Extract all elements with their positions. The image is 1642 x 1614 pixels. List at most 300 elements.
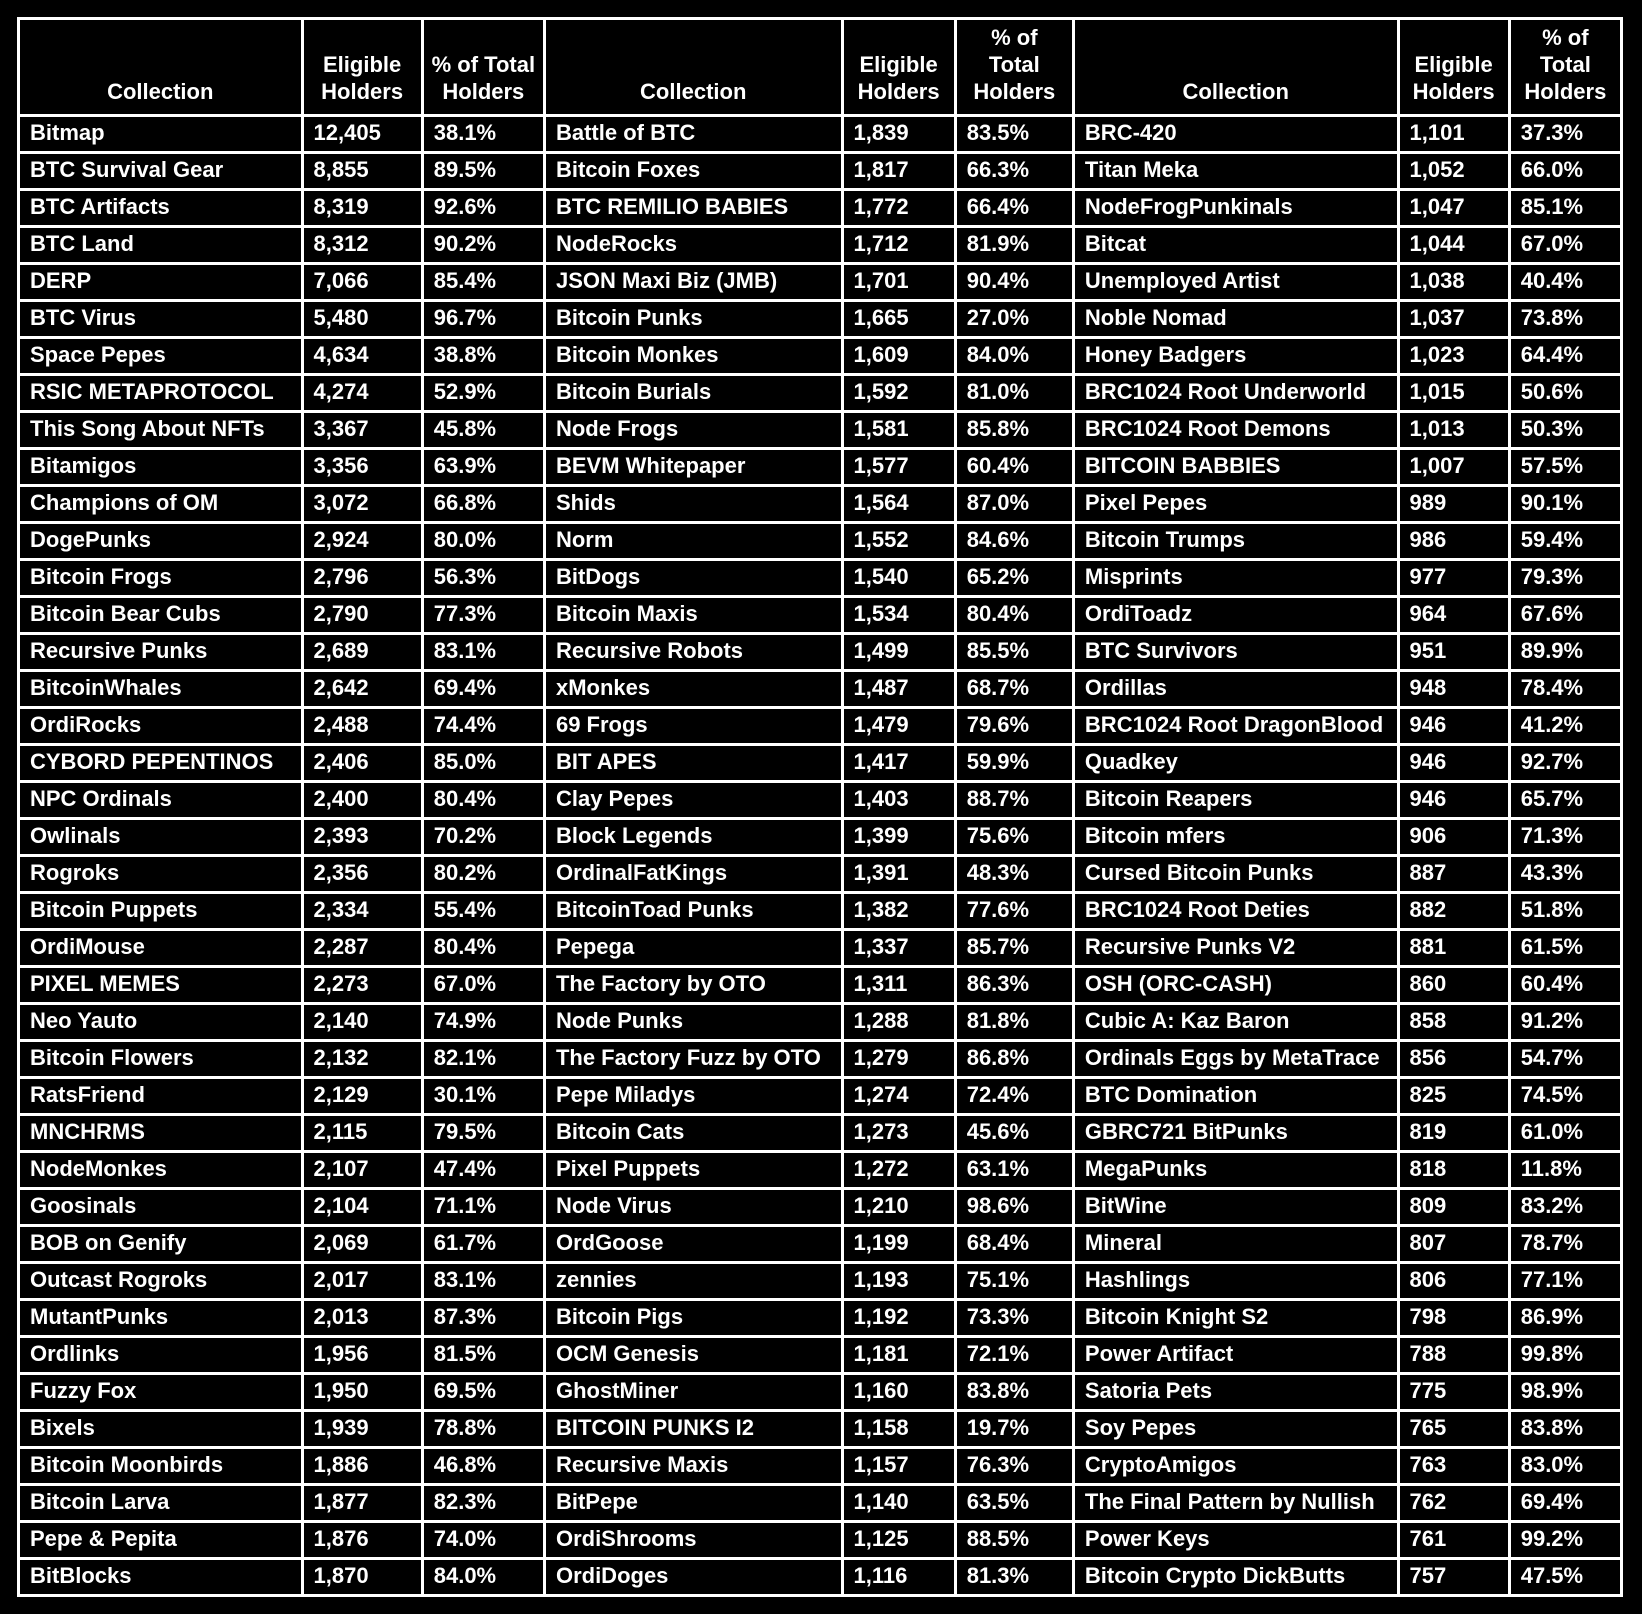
eligible-holders-cell: 1,772 bbox=[842, 190, 955, 227]
pct-total-holders-cell: 60.4% bbox=[1509, 967, 1621, 1004]
table-row bbox=[19, 1226, 1622, 1263]
collection-cell: BitBlocks bbox=[19, 1559, 303, 1596]
collection-cell: NodeRocks bbox=[544, 227, 842, 264]
header-pct-total-holders-1: % of Total Holders bbox=[422, 19, 544, 116]
eligible-holders-cell: 1,157 bbox=[842, 1448, 955, 1485]
pct-total-holders-cell: 83.8% bbox=[1509, 1411, 1621, 1448]
eligible-holders-cell: 1,534 bbox=[842, 597, 955, 634]
pct-total-holders-cell: 72.4% bbox=[955, 1078, 1073, 1115]
collection-cell: Node Punks bbox=[544, 1004, 842, 1041]
collection-cell: OrdiToadz bbox=[1073, 597, 1398, 634]
collection-cell: BitcoinToad Punks bbox=[544, 893, 842, 930]
table-row bbox=[19, 412, 1622, 449]
pct-total-holders-cell: 61.5% bbox=[1509, 930, 1621, 967]
collection-cell: Recursive Maxis bbox=[544, 1448, 842, 1485]
collection-cell: xMonkes bbox=[544, 671, 842, 708]
collection-cell: Recursive Punks V2 bbox=[1073, 930, 1398, 967]
pct-total-holders-cell: 64.4% bbox=[1509, 338, 1621, 375]
collection-cell: Bixels bbox=[19, 1411, 303, 1448]
collection-cell: Fuzzy Fox bbox=[19, 1374, 303, 1411]
pct-total-holders-cell: 69.4% bbox=[422, 671, 544, 708]
table-body bbox=[19, 116, 1622, 1596]
collection-cell: JSON Maxi Biz (JMB) bbox=[544, 264, 842, 301]
collection-cell: BTC REMILIO BABIES bbox=[544, 190, 842, 227]
eligible-holders-cell: 1,116 bbox=[842, 1559, 955, 1596]
collection-cell: Bitcoin Burials bbox=[544, 375, 842, 412]
eligible-holders-cell: 1,337 bbox=[842, 930, 955, 967]
pct-total-holders-cell: 87.0% bbox=[955, 486, 1073, 523]
collection-cell: BRC1024 Root Underworld bbox=[1073, 375, 1398, 412]
collection-cell: MNCHRMS bbox=[19, 1115, 303, 1152]
collection-cell: Clay Pepes bbox=[544, 782, 842, 819]
pct-total-holders-cell: 84.0% bbox=[422, 1559, 544, 1596]
collection-cell: BTC Artifacts bbox=[19, 190, 303, 227]
eligible-holders-cell: 2,689 bbox=[302, 634, 422, 671]
pct-total-holders-cell: 66.8% bbox=[422, 486, 544, 523]
collection-cell: BitcoinWhales bbox=[19, 671, 303, 708]
eligible-holders-cell: 1,193 bbox=[842, 1263, 955, 1300]
table-row bbox=[19, 1300, 1622, 1337]
eligible-holders-cell: 2,356 bbox=[302, 856, 422, 893]
table-row bbox=[19, 1004, 1622, 1041]
pct-total-holders-cell: 78.8% bbox=[422, 1411, 544, 1448]
eligible-holders-cell: 1,158 bbox=[842, 1411, 955, 1448]
pct-total-holders-cell: 63.1% bbox=[955, 1152, 1073, 1189]
eligible-holders-cell: 809 bbox=[1398, 1189, 1509, 1226]
eligible-holders-cell: 1,870 bbox=[302, 1559, 422, 1596]
eligible-holders-cell: 788 bbox=[1398, 1337, 1509, 1374]
collection-cell: Bitcoin mfers bbox=[1073, 819, 1398, 856]
collection-cell: Unemployed Artist bbox=[1073, 264, 1398, 301]
collection-cell: BOB on Genify bbox=[19, 1226, 303, 1263]
eligible-holders-cell: 7,066 bbox=[302, 264, 422, 301]
eligible-holders-cell: 1,140 bbox=[842, 1485, 955, 1522]
eligible-holders-cell: 1,839 bbox=[842, 116, 955, 153]
eligible-holders-cell: 819 bbox=[1398, 1115, 1509, 1152]
pct-total-holders-cell: 48.3% bbox=[955, 856, 1073, 893]
table-row bbox=[19, 671, 1622, 708]
eligible-holders-cell: 3,367 bbox=[302, 412, 422, 449]
eligible-holders-cell: 860 bbox=[1398, 967, 1509, 1004]
eligible-holders-cell: 1,279 bbox=[842, 1041, 955, 1078]
pct-total-holders-cell: 47.5% bbox=[1509, 1559, 1621, 1596]
pct-total-holders-cell: 73.8% bbox=[1509, 301, 1621, 338]
pct-total-holders-cell: 19.7% bbox=[955, 1411, 1073, 1448]
eligible-holders-cell: 1,015 bbox=[1398, 375, 1509, 412]
collection-cell: Space Pepes bbox=[19, 338, 303, 375]
eligible-holders-cell: 2,334 bbox=[302, 893, 422, 930]
collection-cell: Quadkey bbox=[1073, 745, 1398, 782]
eligible-holders-cell: 2,796 bbox=[302, 560, 422, 597]
eligible-holders-cell: 1,581 bbox=[842, 412, 955, 449]
collection-cell: Noble Nomad bbox=[1073, 301, 1398, 338]
collection-cell: Battle of BTC bbox=[544, 116, 842, 153]
pct-total-holders-cell: 78.4% bbox=[1509, 671, 1621, 708]
collection-cell: BitPepe bbox=[544, 1485, 842, 1522]
pct-total-holders-cell: 73.3% bbox=[955, 1300, 1073, 1337]
table-row bbox=[19, 375, 1622, 412]
eligible-holders-cell: 1,210 bbox=[842, 1189, 955, 1226]
table-row bbox=[19, 301, 1622, 338]
header-eligible-holders-1: Eligible Holders bbox=[302, 19, 422, 116]
pct-total-holders-cell: 41.2% bbox=[1509, 708, 1621, 745]
collection-cell: Outcast Rogroks bbox=[19, 1263, 303, 1300]
collection-cell: BTC Survival Gear bbox=[19, 153, 303, 190]
collection-cell: MutantPunks bbox=[19, 1300, 303, 1337]
pct-total-holders-cell: 83.2% bbox=[1509, 1189, 1621, 1226]
pct-total-holders-cell: 77.1% bbox=[1509, 1263, 1621, 1300]
collection-cell: DogePunks bbox=[19, 523, 303, 560]
eligible-holders-cell: 2,393 bbox=[302, 819, 422, 856]
collection-cell: Bitamigos bbox=[19, 449, 303, 486]
eligible-holders-table bbox=[17, 17, 1623, 1597]
table-row bbox=[19, 745, 1622, 782]
collection-cell: The Factory by OTO bbox=[544, 967, 842, 1004]
pct-total-holders-cell: 79.3% bbox=[1509, 560, 1621, 597]
table-row bbox=[19, 486, 1622, 523]
collection-cell: CryptoAmigos bbox=[1073, 1448, 1398, 1485]
table-row bbox=[19, 1152, 1622, 1189]
collection-cell: Ordlinks bbox=[19, 1337, 303, 1374]
collection-cell: BRC1024 Root Deties bbox=[1073, 893, 1398, 930]
eligible-holders-cell: 1,592 bbox=[842, 375, 955, 412]
eligible-holders-cell: 2,273 bbox=[302, 967, 422, 1004]
table-row bbox=[19, 1078, 1622, 1115]
eligible-holders-cell: 1,382 bbox=[842, 893, 955, 930]
eligible-holders-cell: 8,855 bbox=[302, 153, 422, 190]
pct-total-holders-cell: 83.1% bbox=[422, 1263, 544, 1300]
collection-cell: Champions of OM bbox=[19, 486, 303, 523]
collection-cell: Neo Yauto bbox=[19, 1004, 303, 1041]
eligible-holders-cell: 1,181 bbox=[842, 1337, 955, 1374]
collection-cell: Bitcoin Knight S2 bbox=[1073, 1300, 1398, 1337]
pct-total-holders-cell: 89.5% bbox=[422, 153, 544, 190]
pct-total-holders-cell: 61.7% bbox=[422, 1226, 544, 1263]
eligible-holders-cell: 763 bbox=[1398, 1448, 1509, 1485]
collection-cell: Norm bbox=[544, 523, 842, 560]
eligible-holders-cell: 765 bbox=[1398, 1411, 1509, 1448]
collection-cell: zennies bbox=[544, 1263, 842, 1300]
collection-cell: Bitcoin Foxes bbox=[544, 153, 842, 190]
collection-cell: Bitcoin Crypto DickButts bbox=[1073, 1559, 1398, 1596]
pct-total-holders-cell: 80.4% bbox=[422, 930, 544, 967]
pct-total-holders-cell: 80.0% bbox=[422, 523, 544, 560]
pct-total-holders-cell: 59.4% bbox=[1509, 523, 1621, 560]
pct-total-holders-cell: 61.0% bbox=[1509, 1115, 1621, 1152]
pct-total-holders-cell: 27.0% bbox=[955, 301, 1073, 338]
eligible-holders-cell: 2,140 bbox=[302, 1004, 422, 1041]
eligible-holders-cell: 1,391 bbox=[842, 856, 955, 893]
collection-cell: Bitcat bbox=[1073, 227, 1398, 264]
table-row bbox=[19, 1522, 1622, 1559]
eligible-holders-cell: 1,417 bbox=[842, 745, 955, 782]
eligible-holders-cell: 1,564 bbox=[842, 486, 955, 523]
header-eligible-holders-3: Eligible Holders bbox=[1398, 19, 1509, 116]
collection-cell: OrdinalFatKings bbox=[544, 856, 842, 893]
pct-total-holders-cell: 85.5% bbox=[955, 634, 1073, 671]
table-row bbox=[19, 893, 1622, 930]
pct-total-holders-cell: 83.1% bbox=[422, 634, 544, 671]
eligible-holders-cell: 4,274 bbox=[302, 375, 422, 412]
table-row bbox=[19, 1189, 1622, 1226]
table-row bbox=[19, 856, 1622, 893]
eligible-holders-cell: 906 bbox=[1398, 819, 1509, 856]
collection-cell: Pepe & Pepita bbox=[19, 1522, 303, 1559]
pct-total-holders-cell: 75.6% bbox=[955, 819, 1073, 856]
header-collection-2: Collection bbox=[544, 19, 842, 116]
collection-cell: Bitcoin Trumps bbox=[1073, 523, 1398, 560]
pct-total-holders-cell: 74.0% bbox=[422, 1522, 544, 1559]
collection-cell: BRC1024 Root DragonBlood bbox=[1073, 708, 1398, 745]
pct-total-holders-cell: 74.4% bbox=[422, 708, 544, 745]
pct-total-holders-cell: 57.5% bbox=[1509, 449, 1621, 486]
pct-total-holders-cell: 90.2% bbox=[422, 227, 544, 264]
pct-total-holders-cell: 88.5% bbox=[955, 1522, 1073, 1559]
pct-total-holders-cell: 92.6% bbox=[422, 190, 544, 227]
eligible-holders-cell: 1,712 bbox=[842, 227, 955, 264]
pct-total-holders-cell: 45.8% bbox=[422, 412, 544, 449]
pct-total-holders-cell: 85.1% bbox=[1509, 190, 1621, 227]
collection-cell: Cubic A: Kaz Baron bbox=[1073, 1004, 1398, 1041]
collection-cell: Misprints bbox=[1073, 560, 1398, 597]
eligible-holders-cell: 1,877 bbox=[302, 1485, 422, 1522]
eligible-holders-cell: 3,356 bbox=[302, 449, 422, 486]
collection-cell: OrdiMouse bbox=[19, 930, 303, 967]
eligible-holders-cell: 807 bbox=[1398, 1226, 1509, 1263]
collection-cell: Pixel Puppets bbox=[544, 1152, 842, 1189]
table-row bbox=[19, 449, 1622, 486]
header-eligible-holders-2: Eligible Holders bbox=[842, 19, 955, 116]
collection-cell: Recursive Robots bbox=[544, 634, 842, 671]
table-row bbox=[19, 1559, 1622, 1596]
collection-cell: Owlinals bbox=[19, 819, 303, 856]
table-row bbox=[19, 634, 1622, 671]
eligible-holders-cell: 946 bbox=[1398, 745, 1509, 782]
pct-total-holders-cell: 47.4% bbox=[422, 1152, 544, 1189]
pct-total-holders-cell: 72.1% bbox=[955, 1337, 1073, 1374]
collection-cell: Bitcoin Maxis bbox=[544, 597, 842, 634]
table-row bbox=[19, 1041, 1622, 1078]
collection-cell: Mineral bbox=[1073, 1226, 1398, 1263]
pct-total-holders-cell: 92.7% bbox=[1509, 745, 1621, 782]
eligible-holders-cell: 1,609 bbox=[842, 338, 955, 375]
pct-total-holders-cell: 74.5% bbox=[1509, 1078, 1621, 1115]
pct-total-holders-cell: 69.4% bbox=[1509, 1485, 1621, 1522]
table-row bbox=[19, 338, 1622, 375]
pct-total-holders-cell: 98.9% bbox=[1509, 1374, 1621, 1411]
eligible-holders-cell: 1,047 bbox=[1398, 190, 1509, 227]
collection-cell: Recursive Punks bbox=[19, 634, 303, 671]
eligible-holders-cell: 887 bbox=[1398, 856, 1509, 893]
eligible-holders-cell: 2,129 bbox=[302, 1078, 422, 1115]
pct-total-holders-cell: 87.3% bbox=[422, 1300, 544, 1337]
eligible-holders-cell: 946 bbox=[1398, 782, 1509, 819]
eligible-holders-cell: 8,319 bbox=[302, 190, 422, 227]
pct-total-holders-cell: 75.1% bbox=[955, 1263, 1073, 1300]
collection-cell: Bitmap bbox=[19, 116, 303, 153]
collection-cell: BITCOIN PUNKS I2 bbox=[544, 1411, 842, 1448]
collection-cell: Bitcoin Monkes bbox=[544, 338, 842, 375]
table-row bbox=[19, 264, 1622, 301]
eligible-holders-cell: 825 bbox=[1398, 1078, 1509, 1115]
eligible-holders-cell: 1,052 bbox=[1398, 153, 1509, 190]
eligible-holders-cell: 762 bbox=[1398, 1485, 1509, 1522]
eligible-holders-cell: 1,274 bbox=[842, 1078, 955, 1115]
eligible-holders-cell: 1,886 bbox=[302, 1448, 422, 1485]
pct-total-holders-cell: 88.7% bbox=[955, 782, 1073, 819]
collection-cell: Honey Badgers bbox=[1073, 338, 1398, 375]
eligible-holders-cell: 1,479 bbox=[842, 708, 955, 745]
collection-cell: OSH (ORC-CASH) bbox=[1073, 967, 1398, 1004]
pct-total-holders-cell: 59.9% bbox=[955, 745, 1073, 782]
eligible-holders-cell: 1,007 bbox=[1398, 449, 1509, 486]
pct-total-holders-cell: 69.5% bbox=[422, 1374, 544, 1411]
pct-total-holders-cell: 80.4% bbox=[955, 597, 1073, 634]
collection-cell: Shids bbox=[544, 486, 842, 523]
eligible-holders-cell: 757 bbox=[1398, 1559, 1509, 1596]
collection-cell: Titan Meka bbox=[1073, 153, 1398, 190]
eligible-holders-cell: 1,023 bbox=[1398, 338, 1509, 375]
pct-total-holders-cell: 54.7% bbox=[1509, 1041, 1621, 1078]
eligible-holders-cell: 2,115 bbox=[302, 1115, 422, 1152]
collection-cell: PIXEL MEMES bbox=[19, 967, 303, 1004]
pct-total-holders-cell: 55.4% bbox=[422, 893, 544, 930]
collection-cell: Hashlings bbox=[1073, 1263, 1398, 1300]
eligible-holders-cell: 2,924 bbox=[302, 523, 422, 560]
pct-total-holders-cell: 65.7% bbox=[1509, 782, 1621, 819]
eligible-holders-cell: 1,311 bbox=[842, 967, 955, 1004]
collection-cell: The Factory Fuzz by OTO bbox=[544, 1041, 842, 1078]
eligible-holders-cell: 1,665 bbox=[842, 301, 955, 338]
table-row bbox=[19, 1485, 1622, 1522]
eligible-holders-cell: 989 bbox=[1398, 486, 1509, 523]
pct-total-holders-cell: 74.9% bbox=[422, 1004, 544, 1041]
pct-total-holders-cell: 86.9% bbox=[1509, 1300, 1621, 1337]
table-row bbox=[19, 967, 1622, 1004]
table-row bbox=[19, 1448, 1622, 1485]
eligible-holders-cell: 946 bbox=[1398, 708, 1509, 745]
eligible-holders-cell: 2,013 bbox=[302, 1300, 422, 1337]
collection-cell: MegaPunks bbox=[1073, 1152, 1398, 1189]
eligible-holders-cell: 775 bbox=[1398, 1374, 1509, 1411]
eligible-holders-cell: 881 bbox=[1398, 930, 1509, 967]
collection-cell: Bitcoin Bear Cubs bbox=[19, 597, 303, 634]
pct-total-holders-cell: 84.6% bbox=[955, 523, 1073, 560]
collection-cell: Bitcoin Puppets bbox=[19, 893, 303, 930]
header-pct-total-holders-2: % of Total Holders bbox=[955, 19, 1073, 116]
collection-cell: Satoria Pets bbox=[1073, 1374, 1398, 1411]
pct-total-holders-cell: 71.3% bbox=[1509, 819, 1621, 856]
eligible-holders-cell: 8,312 bbox=[302, 227, 422, 264]
eligible-holders-cell: 2,488 bbox=[302, 708, 422, 745]
pct-total-holders-cell: 85.4% bbox=[422, 264, 544, 301]
pct-total-holders-cell: 80.4% bbox=[422, 782, 544, 819]
pct-total-holders-cell: 68.4% bbox=[955, 1226, 1073, 1263]
pct-total-holders-cell: 77.3% bbox=[422, 597, 544, 634]
collection-cell: NPC Ordinals bbox=[19, 782, 303, 819]
pct-total-holders-cell: 89.9% bbox=[1509, 634, 1621, 671]
collection-cell: OrdGoose bbox=[544, 1226, 842, 1263]
eligible-holders-cell: 1,038 bbox=[1398, 264, 1509, 301]
table-row bbox=[19, 597, 1622, 634]
pct-total-holders-cell: 81.8% bbox=[955, 1004, 1073, 1041]
pct-total-holders-cell: 52.9% bbox=[422, 375, 544, 412]
collection-cell: Bitcoin Moonbirds bbox=[19, 1448, 303, 1485]
header-row bbox=[19, 19, 1622, 116]
collection-cell: Bitcoin Punks bbox=[544, 301, 842, 338]
pct-total-holders-cell: 63.9% bbox=[422, 449, 544, 486]
eligible-holders-cell: 818 bbox=[1398, 1152, 1509, 1189]
collection-cell: GBRC721 BitPunks bbox=[1073, 1115, 1398, 1152]
pct-total-holders-cell: 66.4% bbox=[955, 190, 1073, 227]
eligible-holders-cell: 1,288 bbox=[842, 1004, 955, 1041]
eligible-holders-cell: 1,125 bbox=[842, 1522, 955, 1559]
pct-total-holders-cell: 99.2% bbox=[1509, 1522, 1621, 1559]
eligible-holders-cell: 1,403 bbox=[842, 782, 955, 819]
collection-cell: Pepega bbox=[544, 930, 842, 967]
collection-cell: Ordinals Eggs by MetaTrace bbox=[1073, 1041, 1398, 1078]
eligible-holders-cell: 1,272 bbox=[842, 1152, 955, 1189]
pct-total-holders-cell: 70.2% bbox=[422, 819, 544, 856]
pct-total-holders-cell: 77.6% bbox=[955, 893, 1073, 930]
eligible-holders-cell: 856 bbox=[1398, 1041, 1509, 1078]
pct-total-holders-cell: 65.2% bbox=[955, 560, 1073, 597]
eligible-holders-cell: 806 bbox=[1398, 1263, 1509, 1300]
pct-total-holders-cell: 79.5% bbox=[422, 1115, 544, 1152]
collection-cell: Cursed Bitcoin Punks bbox=[1073, 856, 1398, 893]
collection-cell: OrdiShrooms bbox=[544, 1522, 842, 1559]
eligible-holders-cell: 3,072 bbox=[302, 486, 422, 523]
collection-cell: BitWine bbox=[1073, 1189, 1398, 1226]
collection-cell: BRC1024 Root Demons bbox=[1073, 412, 1398, 449]
pct-total-holders-cell: 91.2% bbox=[1509, 1004, 1621, 1041]
collection-cell: OrdiDoges bbox=[544, 1559, 842, 1596]
collection-cell: Power Keys bbox=[1073, 1522, 1398, 1559]
collection-cell: BTC Domination bbox=[1073, 1078, 1398, 1115]
pct-total-holders-cell: 98.6% bbox=[955, 1189, 1073, 1226]
table-row bbox=[19, 523, 1622, 560]
eligible-holders-cell: 1,577 bbox=[842, 449, 955, 486]
collection-cell: The Final Pattern by Nullish bbox=[1073, 1485, 1398, 1522]
eligible-holders-cell: 1,037 bbox=[1398, 301, 1509, 338]
pct-total-holders-cell: 80.2% bbox=[422, 856, 544, 893]
collection-cell: Goosinals bbox=[19, 1189, 303, 1226]
pct-total-holders-cell: 71.1% bbox=[422, 1189, 544, 1226]
pct-total-holders-cell: 37.3% bbox=[1509, 116, 1621, 153]
table-row bbox=[19, 560, 1622, 597]
table-row bbox=[19, 782, 1622, 819]
collection-cell: RSIC METAPROTOCOL bbox=[19, 375, 303, 412]
eligible-holders-cell: 2,017 bbox=[302, 1263, 422, 1300]
pct-total-holders-cell: 85.8% bbox=[955, 412, 1073, 449]
collection-cell: BitDogs bbox=[544, 560, 842, 597]
collection-cell: GhostMiner bbox=[544, 1374, 842, 1411]
eligible-holders-cell: 5,480 bbox=[302, 301, 422, 338]
collection-cell: BIT APES bbox=[544, 745, 842, 782]
pct-total-holders-cell: 45.6% bbox=[955, 1115, 1073, 1152]
pct-total-holders-cell: 81.0% bbox=[955, 375, 1073, 412]
pct-total-holders-cell: 84.0% bbox=[955, 338, 1073, 375]
eligible-holders-cell: 2,287 bbox=[302, 930, 422, 967]
eligible-holders-cell: 858 bbox=[1398, 1004, 1509, 1041]
eligible-holders-cell: 761 bbox=[1398, 1522, 1509, 1559]
pct-total-holders-cell: 67.0% bbox=[422, 967, 544, 1004]
pct-total-holders-cell: 85.7% bbox=[955, 930, 1073, 967]
eligible-holders-cell: 1,956 bbox=[302, 1337, 422, 1374]
table-row bbox=[19, 190, 1622, 227]
pct-total-holders-cell: 66.3% bbox=[955, 153, 1073, 190]
pct-total-holders-cell: 67.6% bbox=[1509, 597, 1621, 634]
